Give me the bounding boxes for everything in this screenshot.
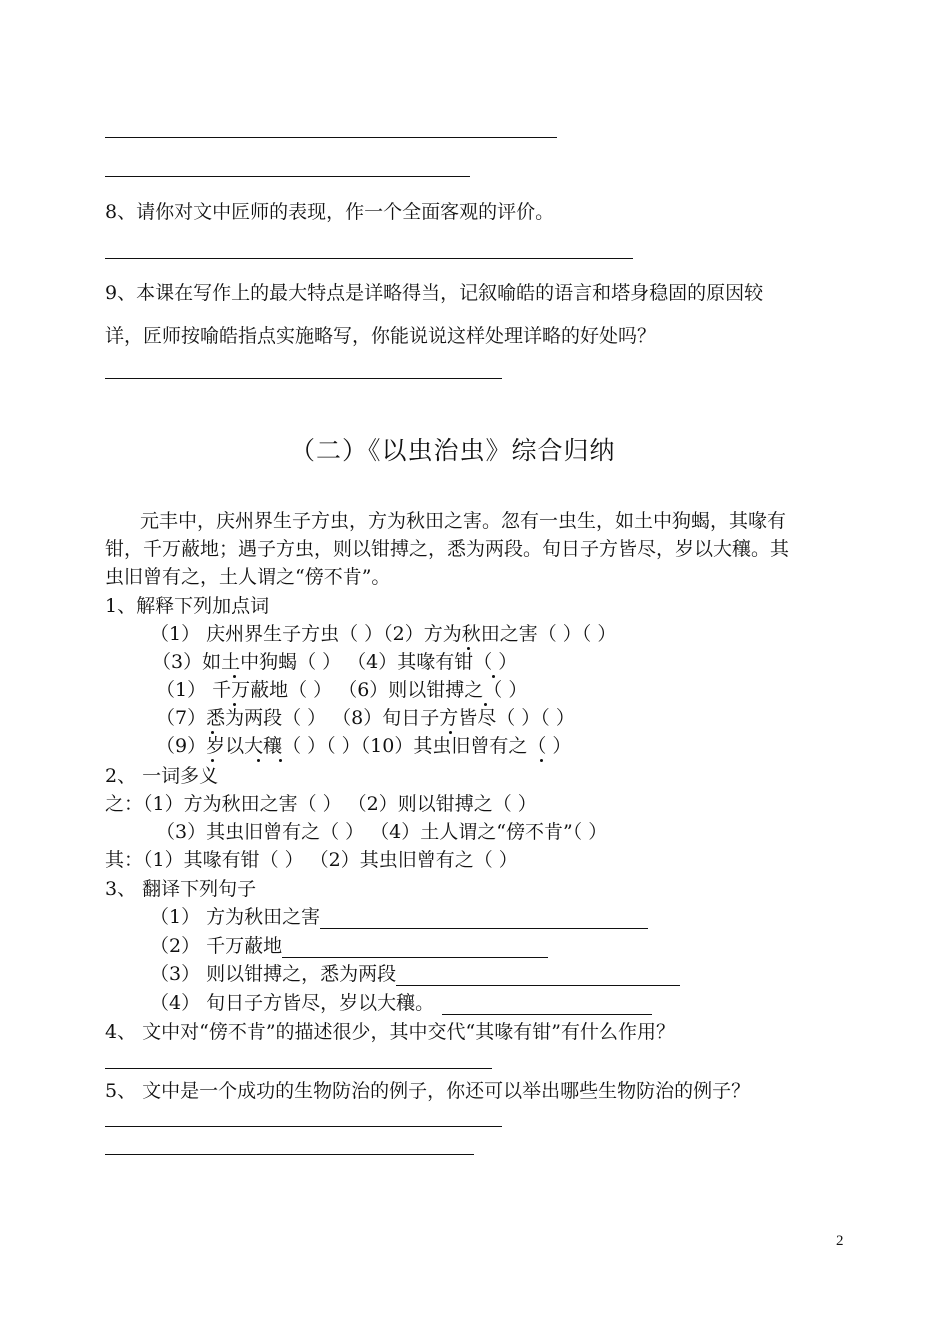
page-number: 2 xyxy=(836,1233,844,1249)
emphasis-dot xyxy=(467,647,470,650)
exercise-3-row: （3） 则以钳搏之，悉为两段 xyxy=(150,962,680,986)
emphasis-dot xyxy=(211,759,214,762)
answer-line xyxy=(105,137,557,138)
emphasis-dot xyxy=(211,731,214,734)
answer-line xyxy=(105,378,502,379)
exercise-3-row: （2） 千万蔽地 xyxy=(150,934,548,958)
exercise-1-row: （3）如土中狗蝎（ ） （4）其喙有钳（ ） xyxy=(152,651,518,673)
answer-line xyxy=(282,939,548,958)
exercise-3-heading: 3、 翻译下列句子 xyxy=(105,878,257,900)
emphasis-dot xyxy=(257,759,260,762)
emphasis-dot xyxy=(233,675,236,678)
exercise-1-heading: 1、解释下列加点词 xyxy=(105,595,270,617)
answer-line xyxy=(442,996,652,1015)
passage-line-2: 钳，千万蔽地；遇子方虫，则以钳搏之，悉为两段。旬日子方皆尽，岁以大穰。其 xyxy=(105,538,790,560)
answer-line xyxy=(105,1154,474,1155)
exercise-2-heading: 2、 一词多义 xyxy=(105,765,219,787)
answer-line xyxy=(396,967,680,986)
question-8: 8、请你对文中匠师的表现，作一个全面客观的评价。 xyxy=(105,201,555,223)
passage-line-3: 虫旧曾有之，土人谓之“傍不肯”。 xyxy=(105,566,391,588)
question-9-line-2: 详，匠师按喻皓指点实施略写，你能说说这样处理详略的好处吗？ xyxy=(105,325,657,347)
answer-line xyxy=(105,258,633,259)
emphasis-dot xyxy=(492,675,495,678)
question-9-line-1: 9、本课在写作上的最大特点是详略得当，记叙喻皓的语言和塔身稳固的原因较 xyxy=(105,282,764,304)
section-title: （二）《以虫治虫》综合归纳 xyxy=(290,436,616,465)
exercise-2-row: 其：（1）其喙有钳（ ） （2）其虫旧曾有之（ ） xyxy=(105,849,518,871)
answer-line xyxy=(320,910,648,929)
answer-line xyxy=(105,176,470,177)
question-4: 4、 文中对“傍不肯”的描述很少，其中交代“其喙有钳”有什么作用？ xyxy=(105,1021,675,1043)
exercise-1-row: （1） 千万蔽地（ ） （6）则以钳搏之（ ） xyxy=(156,679,528,701)
passage-line-1: 元丰中，庆州界生子方虫，方为秋田之害。忽有一虫生，如土中狗蝎，其喙有 xyxy=(140,510,787,532)
answer-line xyxy=(105,1126,502,1127)
exercise-1-row: （7）悉为两段（ ） （8）旬日子方皆尽（ ）（ ） xyxy=(156,707,575,729)
emphasis-dot xyxy=(540,759,543,762)
exercise-2-row: 之：（1）方为秋田之害（ ） （2）则以钳搏之（ ） xyxy=(105,793,537,815)
emphasis-dot xyxy=(279,759,282,762)
emphasis-dot xyxy=(484,703,487,706)
exercise-3-row: （1） 方为秋田之害 xyxy=(150,905,648,929)
exercise-2-row: （3）其虫旧曾有之（ ） （4）土人谓之“傍不肯”（ ） xyxy=(156,821,608,843)
emphasis-dot xyxy=(449,731,452,734)
exercise-1-row: （1） 庆州界生子方虫（ ）（2）方为秋田之害（ ）（ ） xyxy=(150,623,617,645)
exercise-1-row: （9）岁以大穰（ ）（ ）（10）其虫旧曾有之（ ） xyxy=(156,735,572,757)
question-5: 5、 文中是一个成功的生物防治的例子，你还可以举出哪些生物防治的例子？ xyxy=(105,1080,751,1102)
exercise-3-row: （4） 旬日子方皆尽，岁以大穰。 xyxy=(150,991,652,1015)
emphasis-dot xyxy=(233,703,236,706)
answer-line xyxy=(105,1068,492,1069)
